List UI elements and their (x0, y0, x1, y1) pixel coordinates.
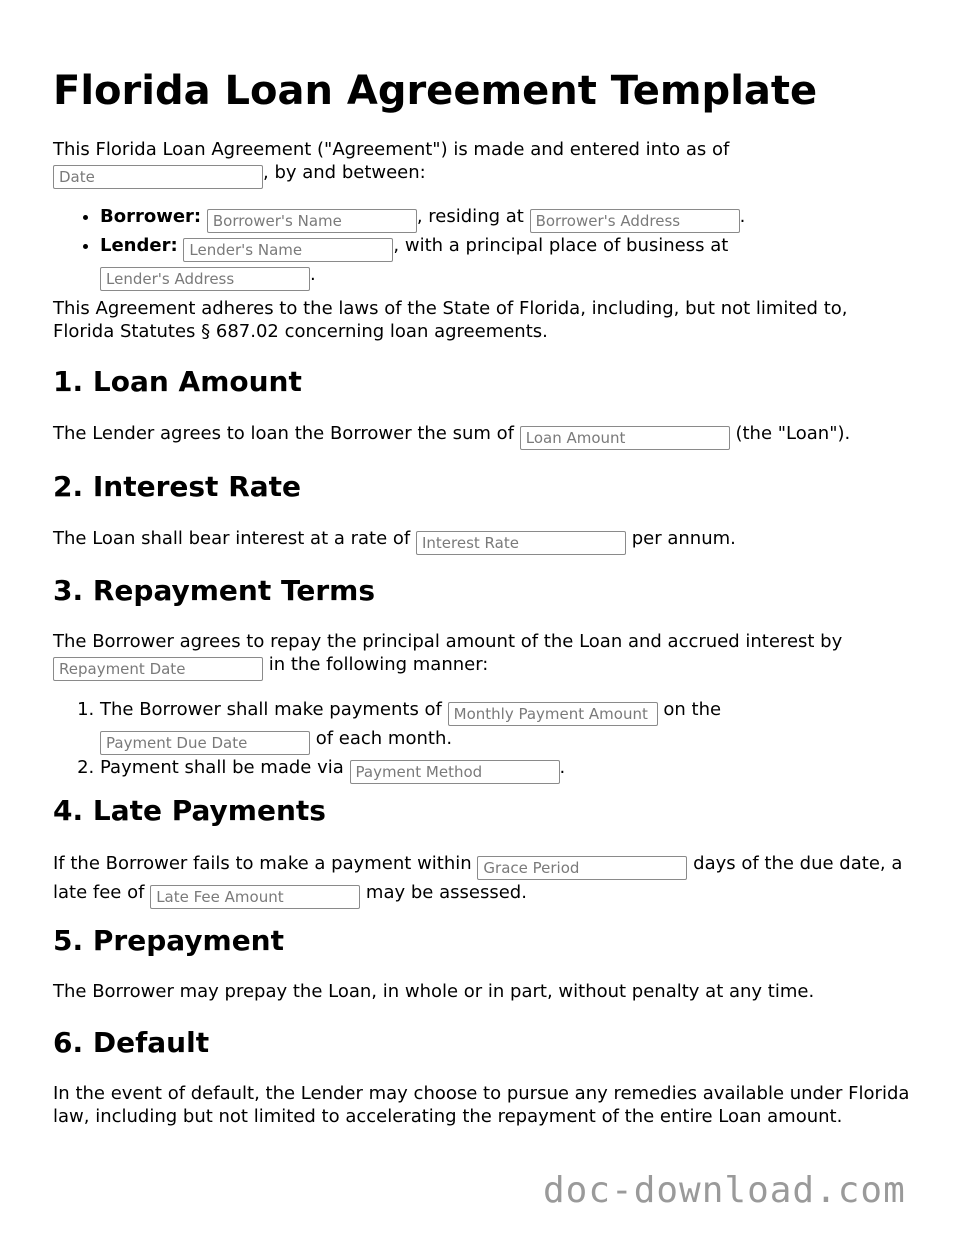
repayment-term-2 (100, 755, 913, 784)
grace-period-input[interactable] (477, 856, 687, 880)
term1-text-after: of each month. (315, 728, 453, 749)
term2-text-before: Payment shall be made via (100, 757, 344, 778)
lender-mid-text: , with a principal place of business at (393, 235, 729, 256)
late-text-before: If the Borrower fails to make a payment within (53, 853, 472, 874)
lender-item (100, 233, 913, 291)
term2-text-after: . (559, 757, 566, 778)
repayment-date-input[interactable] (53, 657, 263, 681)
section-prepayment-heading: 5. Prepayment (53, 924, 284, 957)
repayment-text-after: in the following manner: (268, 653, 489, 675)
intro-paragraph (53, 139, 913, 189)
page-title: Florida Loan Agreement Template (53, 68, 818, 114)
payment-due-date-input[interactable] (100, 731, 310, 755)
borrower-mid-text: , residing at (416, 206, 524, 227)
intro-text-before: This Florida Loan Agreement ("Agreement") is made and entered into as of (53, 139, 730, 160)
laws-paragraph: This Agreement adheres to the laws of the State of Florida, including, but not limited to, Florida Statutes § 687.02 concerning loan agreements. (53, 298, 848, 342)
prepayment-paragraph: The Borrower may prepay the Loan, in whole or in part, without penalty at any time. (53, 981, 815, 1002)
monthly-payment-input[interactable] (448, 702, 658, 726)
section-late-payments-heading: 4. Late Payments (53, 794, 326, 827)
repayment-term-1 (100, 697, 913, 755)
late-fee-input[interactable] (150, 885, 360, 909)
parties-list (53, 204, 913, 291)
interest-rate-paragraph (53, 528, 913, 555)
repayment-terms-list (53, 697, 913, 784)
late-text-mid: days of the due date, a late fee of (53, 853, 903, 903)
term1-text-before: The Borrower shall make payments of (100, 699, 442, 720)
section-loan-amount-heading: 1. Loan Amount (53, 365, 302, 398)
lender-name-input[interactable] (183, 238, 393, 262)
interest-rate-text-before: The Loan shall bear interest at a rate of (53, 528, 411, 549)
borrower-name-input[interactable] (207, 209, 417, 233)
borrower-label: Borrower: (100, 206, 202, 227)
agreement-date-input[interactable] (53, 165, 263, 189)
loan-amount-input[interactable] (520, 426, 730, 450)
late-payments-paragraph (53, 851, 913, 909)
repayment-paragraph (53, 631, 913, 681)
intro-text-after: , by and between: (263, 161, 426, 183)
section-repayment-heading: 3. Repayment Terms (53, 574, 375, 607)
borrower-item (100, 204, 913, 233)
section-default-heading: 6. Default (53, 1026, 210, 1059)
late-text-after: may be assessed. (365, 882, 527, 903)
loan-amount-paragraph (53, 423, 913, 450)
default-paragraph: In the event of default, the Lender may choose to pursue any remedies available under Florida law, including but not limited to accelerating the repayment of the entire Loan amount. (53, 1083, 910, 1127)
term1-text-mid: on the (663, 699, 722, 720)
borrower-end: . (739, 206, 746, 227)
interest-rate-input[interactable] (416, 531, 626, 555)
loan-amount-text-before: The Lender agrees to loan the Borrower the sum of (53, 423, 514, 444)
lender-label: Lender: (100, 235, 178, 256)
section-interest-rate-heading: 2. Interest Rate (53, 470, 302, 503)
watermark-text: doc-download.com (543, 1170, 906, 1211)
borrower-address-input[interactable] (530, 209, 740, 233)
loan-amount-text-after: (the "Loan"). (735, 423, 851, 444)
repayment-text-before: The Borrower agrees to repay the principal amount of the Loan and accrued interest by (53, 631, 843, 652)
interest-rate-text-after: per annum. (631, 528, 736, 549)
lender-end: . (310, 264, 316, 285)
payment-method-input[interactable] (350, 760, 560, 784)
lender-address-input[interactable] (100, 267, 310, 291)
